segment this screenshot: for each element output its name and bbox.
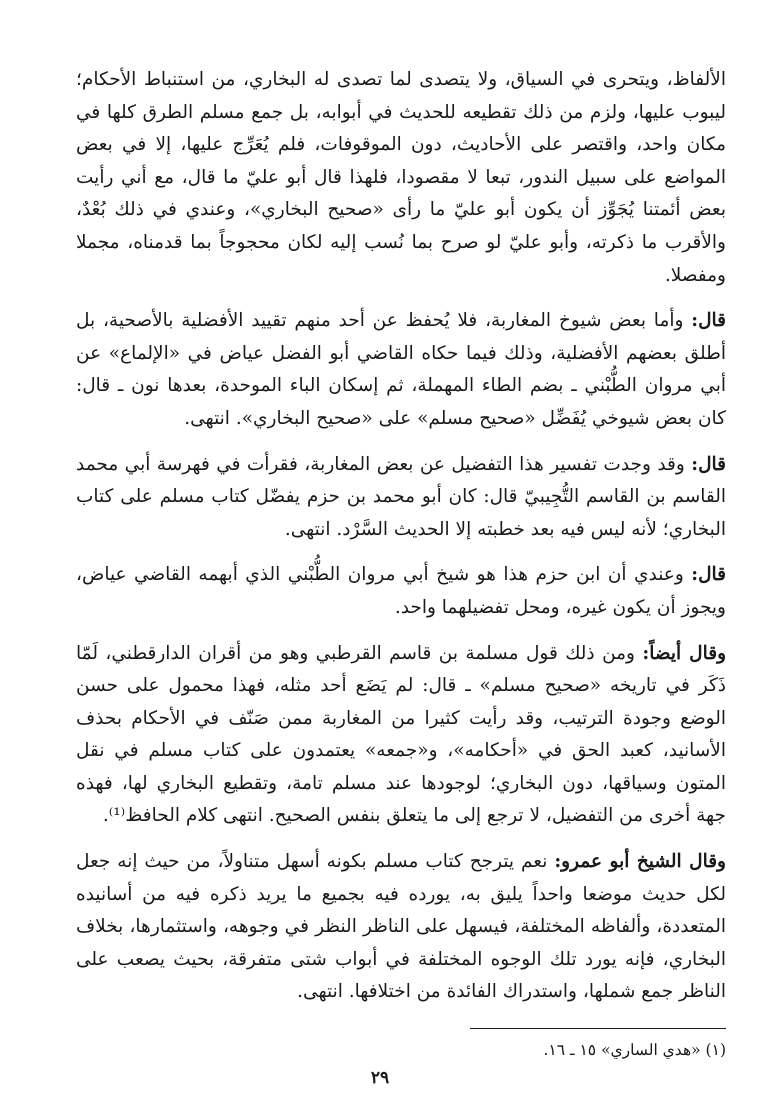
footnote-marker: (١): [705, 1041, 726, 1059]
paragraph-text: ومن ذلك قول مسلمة بن قاسم القرطبي وهو من أقران الدارقطني، لَمّا ذَكَر في تاريخه «صحيح مسلم» ـ قال: لم يَضَع أحد مثله، فهذا محمول على حسن الوضع وجودة الترتيب، وقد رأيت كثيرا من المغاربة ممن صَنّف في الأحكام بحذف الأسانيد، كعبد الحق في «أحكامه»، و«جمعه» يعتمدون على كتاب مسلم في نقل المتون وسياقها، دون البخاري؛ لوجودها عند مسلم تامة، وتقطيع البخاري لها، فهذه جهة أخرى من التفضيل، لا ترجع إلى ما يتعلق بنفس الصحيح. انتهى كلام الحافظ⁽¹⁾.: [76, 642, 726, 827]
paragraph-text: نعم يترجح كتاب مسلم بكونه أسهل متناولاً، من حيث إنه جعل لكل حديث موضعا واحداً يليق به، يورده فيه بجميع ما يريد ذكره فيه من أسانيده المتعددة، وألفاظه المختلفة، فيسهل على الناظر النظر في وجوهه، واستثمارها، بخلاف البخاري، فإنه يورد تلك الوجوه المختلفة في أبواب شتى متفرقة، بحيث يصعب على الناظر جمع شملها، واستدراك الفائدة من اختلافها. انتهى.: [76, 851, 726, 1003]
paragraph-5: [76, 638, 726, 834]
page-body: [76, 64, 726, 1009]
paragraph-2: [76, 305, 726, 435]
page-number: ٢٩: [370, 1068, 390, 1088]
paragraph-text: وقد وجدت تفسير هذا التفضيل عن بعض المغاربة، فقرأت في فهرسة أبي محمد القاسم بن القاسم التُّجِيبيّ قال: كان أبو محمد بن حزم يفضّل كتاب مسلم على كتاب البخاري؛ لأنه ليس فيه بعد خطبته إلا الحديث السَّرْد. انتهى.: [76, 453, 726, 540]
paragraph-lead: قال:: [691, 310, 726, 332]
paragraph-3: [76, 449, 726, 547]
paragraph-text: وعندي أن ابن حزم هذا هو شيخ أبي مروان الطُّبْني الذي أبهمه القاضي عياض، ويجوز أن يكون غيره، ومحل تفضيلهما واحد.: [76, 564, 726, 618]
paragraph-lead: وقال أيضاً:: [642, 642, 726, 664]
paragraph-text: الألفاظ، ويتحرى في السياق، ولا يتصدى لما تصدى له البخاري، من استنباط الأحكام؛ ليبوب عليها، ولزم من ذلك تقطيعه للحديث في أبوابه، بل جمع مسلم الطرق كلها في مكان واحد، واقتصر على الأحاديث، دون الموقوفات، فلم يُعَرِّج عليها، إلا في بعض المواضع على سبيل الندور، تبعا لا مقصودا، فلهذا قال أبو عليّ ما قال، مع أني رأيت بعض أئمتنا يُجَوِّز أن يكون أبو عليّ ما رأى «صحيح البخاري»، وعندي في ذلك بُعْدٌ، والأقرب ما ذكرته، وأبو عليّ لو صرح بما نُسب إليه لكان محجوجاً بما قدمناه، مجملا ومفصلا.: [76, 69, 726, 286]
paragraph-lead: قال:: [691, 453, 726, 475]
footnote-text: «هدي الساري» ١٥ ـ ١٦.: [543, 1041, 701, 1059]
paragraph-lead: قال:: [691, 564, 726, 586]
footnote-divider: [470, 1028, 726, 1029]
paragraph-lead: وقال الشيخ أبو عمرو:: [554, 851, 726, 873]
footnote: [76, 1038, 726, 1062]
paragraph-1: [76, 64, 726, 292]
paragraph-4: [76, 559, 726, 624]
paragraph-text: وأما بعض شيوخ المغاربة، فلا يُحفظ عن أحد منهم تقييد الأفضلية بالأصحية، بل أطلق بعضهم الأفضلية، وذلك فيما حكاه القاضي أبو الفضل عياض في «الإلماع» عن أبي مروان الطُّبْني ـ بضم الطاء المهملة، ثم إسكان الباء الموحدة، بعدها نون ـ قال: كان بعض شيوخي يُفَضِّل «صحيح مسلم» على «صحيح البخاري». انتهى.: [76, 310, 726, 429]
paragraph-6: [76, 846, 726, 1009]
